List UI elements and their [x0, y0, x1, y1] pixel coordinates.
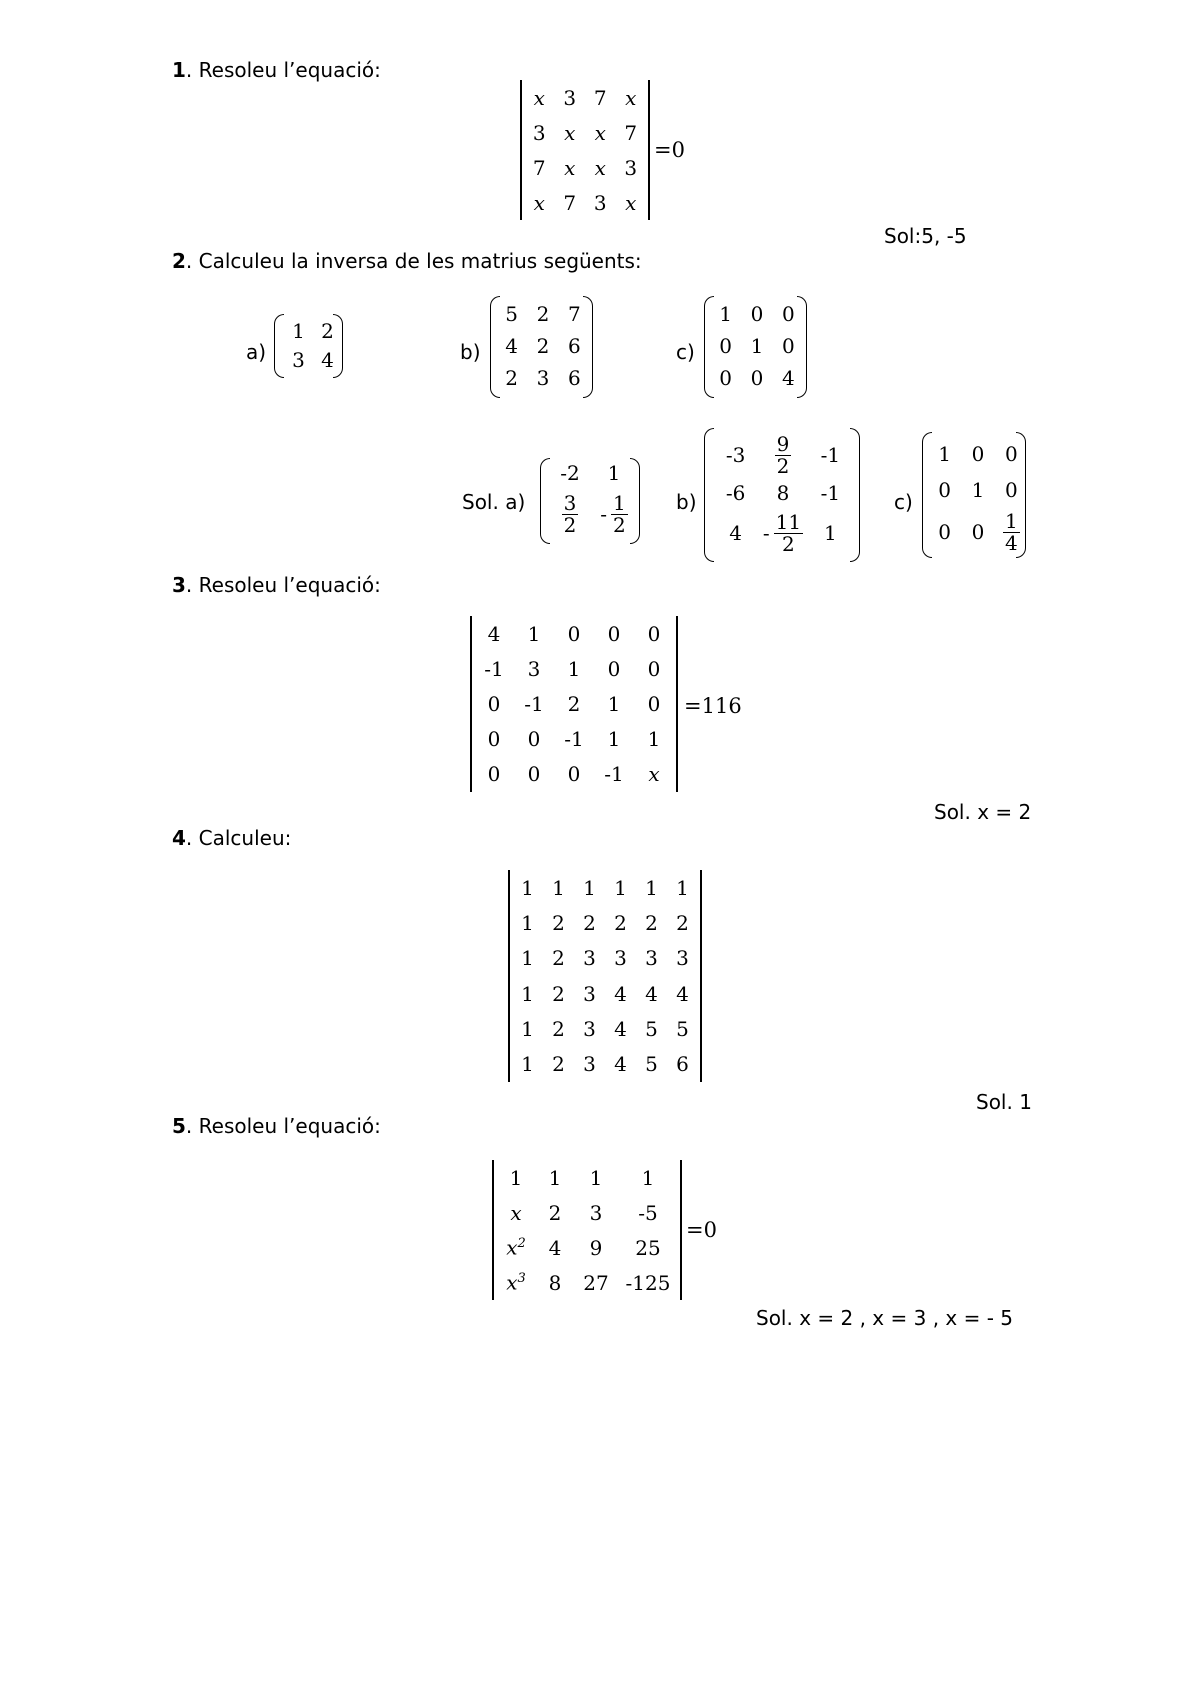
- det-q4-cell-r3c2: 2: [552, 946, 565, 971]
- q2-sol-a-label: Sol. a): [462, 490, 526, 514]
- q2-sol-c-r2c2: 1: [971, 478, 985, 502]
- det-q4-cell-r4c6: 4: [676, 981, 689, 1006]
- det-q1-cell-r1c4: x: [625, 85, 637, 110]
- det-q3-cell-r1c1: 4: [487, 621, 501, 646]
- q1-solution: Sol:5, -5: [884, 224, 967, 248]
- q5-title: 5. Resoleu l’equació:: [172, 1114, 381, 1138]
- det-q4-cell-r1c6: 1: [676, 875, 689, 900]
- det-q4-cell-r5c2: 2: [552, 1016, 565, 1041]
- det-q5-cell-r3c2: 4: [548, 1235, 562, 1260]
- q5-determinant: [492, 1160, 682, 1300]
- det-q1-cell-r1c3: 7: [593, 85, 607, 110]
- det-q3-cell-r1c2: 1: [527, 621, 541, 646]
- det-q1-cell-r1c1: x: [533, 85, 545, 110]
- det-q4-cell-r1c4: 1: [614, 875, 627, 900]
- det-q3-cell-r1c4: 0: [607, 621, 621, 646]
- det-q4-cell-r4c5: 4: [645, 981, 658, 1006]
- q2-a-right-paren: [333, 314, 343, 378]
- det-q4-cell-r3c4: 3: [614, 946, 627, 971]
- mat-q2b-cell-r2c2: 2: [536, 334, 550, 358]
- det-q3-cell-r2c4: 0: [607, 656, 621, 681]
- mat-q2c-cell-r1c3: 0: [781, 302, 795, 326]
- mat-q2c-cell-r1c2: 0: [750, 302, 764, 326]
- det-q4-cell-r2c5: 2: [645, 910, 658, 935]
- det-q4-cell-r5c1: 1: [521, 1016, 534, 1041]
- q2-sol-b-r2c2: 8: [776, 481, 790, 505]
- det-q5-cell-r2c1: x: [510, 1200, 522, 1225]
- q2-sol-b-r1c2: $\frac{9}{2}$: [776, 431, 790, 478]
- q2-sol-b-r3c3: 1: [823, 521, 837, 545]
- det-q3-cell-r3c1: 0: [487, 691, 501, 716]
- mat-q2c-cell-r2c2: 1: [750, 334, 764, 358]
- det-q4-cell-r4c1: 1: [521, 981, 534, 1006]
- det-q4-cell-r2c2: 2: [552, 910, 565, 935]
- det-q1-cell-r4c3: 3: [593, 190, 607, 215]
- det-q4-cell-r4c4: 4: [614, 981, 627, 1006]
- det-q5-cell-r3c3: 9: [589, 1235, 603, 1260]
- det-q3-cell-r4c2: 0: [527, 727, 541, 752]
- det-q4-cell-r1c1: 1: [521, 875, 534, 900]
- det-q4-cell-r1c5: 1: [645, 875, 658, 900]
- mat-q2b-cell-r2c3: 6: [567, 334, 581, 358]
- det-q4-cell-r5c6: 5: [676, 1016, 689, 1041]
- q2-sol-a-r2c2: - $\frac{1}{2}$: [600, 490, 626, 537]
- mat-q2b-cell-r3c2: 3: [536, 366, 550, 390]
- q4-title: 4. Calculeu:: [172, 826, 292, 850]
- q2-sol-c-r3c2: 0: [971, 520, 985, 544]
- q2-sol-a-matrix: [548, 460, 636, 542]
- det-q3-cell-r4c1: 0: [487, 727, 501, 752]
- mat-q2c-cell-r3c3: 4: [781, 366, 795, 390]
- mat-q2c-cell-r1c1: 1: [719, 302, 733, 326]
- q2-sol-c-r2c3: 0: [1004, 478, 1018, 502]
- det-q1-cell-r1c2: 3: [563, 85, 577, 110]
- det-q5-cell-r3c4: 25: [635, 1235, 661, 1260]
- det-q3-cell-r5c4: -1: [604, 762, 624, 787]
- q2-sol-c-r3c1: 0: [938, 520, 952, 544]
- det-q4-cell-r6c6: 6: [676, 1052, 689, 1077]
- det-q4-cell-r6c5: 5: [645, 1052, 658, 1077]
- q3-determinant: [470, 616, 678, 792]
- det-q4-cell-r5c4: 4: [614, 1016, 627, 1041]
- det-q1-cell-r4c2: 7: [563, 190, 577, 215]
- det-q4-cell-r2c3: 2: [583, 910, 596, 935]
- det-q3-cell-r2c1: -1: [484, 656, 504, 681]
- det-q3-cell-r5c2: 0: [527, 762, 541, 787]
- q2-sol-b-r3c1: 4: [729, 521, 743, 545]
- det-q3-cell-r2c3: 1: [567, 656, 581, 681]
- det-q1-cell-r2c3: x: [594, 120, 606, 145]
- det-q5-cell-r1c1: 1: [509, 1165, 523, 1190]
- det-q1-cell-r2c1: 3: [532, 120, 546, 145]
- q2-sol-b-r3c2: - $\frac{11}{2}$: [762, 509, 802, 556]
- det-q3-cell-r2c5: 0: [647, 656, 661, 681]
- det-q4-cell-r3c1: 1: [521, 946, 534, 971]
- det-q1-cell-r3c4: 3: [624, 155, 638, 180]
- mat-q2c-cell-r3c1: 0: [719, 366, 733, 390]
- det-q4-cell-r2c4: 2: [614, 910, 627, 935]
- det-q4-cell-r1c3: 1: [583, 875, 596, 900]
- mat-q2b-cell-r3c3: 6: [567, 366, 581, 390]
- det-q4-cell-r1c2: 1: [552, 875, 565, 900]
- det-q5-cell-r1c3: 1: [589, 1165, 603, 1190]
- mat-q2b-cell-r1c2: 2: [536, 302, 550, 326]
- q2-c-matrix: [710, 298, 804, 394]
- det-q5-cell-r2c4: -5: [638, 1200, 658, 1225]
- q3-title: 3. Resoleu l’equació:: [172, 573, 381, 597]
- det-q4-cell-r3c3: 3: [583, 946, 596, 971]
- mat-q2a-cell-r2c2: 4: [321, 347, 334, 372]
- det-q4-cell-r3c5: 3: [645, 946, 658, 971]
- det-q5-cell-r2c2: 2: [548, 1200, 562, 1225]
- det-q5-cell-r1c2: 1: [548, 1165, 562, 1190]
- mat-q2b-cell-r2c1: 4: [505, 334, 519, 358]
- q2-sol-a-r2c1: $\frac{3}{2}$: [563, 490, 577, 537]
- q2-a-label: a): [246, 340, 267, 364]
- det-q3-cell-r2c2: 3: [527, 656, 541, 681]
- q2-sol-b-r2c3: -1: [820, 481, 841, 505]
- q2-a-left-paren: [274, 314, 284, 378]
- q2-sol-c-r1c2: 0: [971, 442, 985, 466]
- det-q3-cell-r4c5: 1: [647, 727, 661, 752]
- det-q3-cell-r5c5: x: [648, 762, 660, 787]
- det-q4-cell-r2c1: 1: [521, 910, 534, 935]
- det-q3-cell-r4c3: -1: [564, 727, 584, 752]
- mat-q2b-cell-r1c3: 7: [567, 302, 581, 326]
- det-q4-cell-r4c2: 2: [552, 981, 565, 1006]
- det-q3-cell-r3c2: -1: [524, 691, 544, 716]
- q1-determinant: [520, 80, 650, 220]
- q3-solution: Sol. x = 2: [934, 800, 1032, 824]
- q5-solution: Sol. x = 2 , x = 3 , x = - 5: [756, 1306, 1014, 1330]
- det-q3-cell-r3c3: 2: [567, 691, 581, 716]
- q2-sol-b-r1c1: -3: [725, 443, 746, 467]
- q2-sol-b-r2c1: -6: [725, 481, 746, 505]
- det-q3-cell-r3c5: 0: [647, 691, 661, 716]
- det-q5-cell-r4c2: 8: [548, 1270, 562, 1295]
- det-q5-cell-r4c3: 27: [583, 1270, 609, 1295]
- q2-c-label: c): [676, 340, 695, 364]
- det-q3-cell-r5c3: 0: [567, 762, 581, 787]
- q2-sol-c-label: c): [894, 490, 913, 514]
- q2-sol-b-matrix: [712, 430, 854, 560]
- det-q4-cell-r5c3: 3: [583, 1016, 596, 1041]
- q2-sol-a-right-paren: [630, 458, 640, 544]
- det-q4-cell-r4c3: 3: [583, 981, 596, 1006]
- mat-q2c-cell-r2c1: 0: [719, 334, 733, 358]
- det-q4-cell-r5c5: 5: [645, 1016, 658, 1041]
- q4-solution: Sol. 1: [976, 1090, 1032, 1114]
- det-q1-cell-r3c1: 7: [532, 155, 546, 180]
- q2-sol-b-right-paren: [850, 428, 860, 562]
- det-q3-cell-r1c5: 0: [647, 621, 661, 646]
- mat-q2c-cell-r3c2: 0: [750, 366, 764, 390]
- q2-sol-c-r1c3: 0: [1004, 442, 1018, 466]
- q2-b-matrix: [496, 298, 590, 394]
- q2-sol-b-r1c3: -1: [820, 443, 841, 467]
- mat-q2b-cell-r1c1: 5: [505, 302, 519, 326]
- q5-equals: =0: [686, 1218, 717, 1242]
- det-q5-cell-r4c1: $x^3$: [506, 1270, 526, 1295]
- q2-b-right-paren: [583, 296, 593, 398]
- mat-q2a-cell-r1c2: 2: [321, 318, 334, 343]
- q2-sol-a-r1c2: 1: [607, 461, 621, 485]
- det-q3-cell-r1c3: 0: [567, 621, 581, 646]
- det-q4-cell-r6c1: 1: [521, 1052, 534, 1077]
- q2-c-right-paren: [797, 296, 807, 398]
- q2-sol-c-right-paren: [1016, 432, 1026, 558]
- q2-sol-c-r3c3: $\frac{1}{4}$: [1004, 508, 1018, 555]
- mat-q2b-cell-r3c1: 2: [505, 366, 519, 390]
- det-q1-cell-r3c2: x: [564, 155, 576, 180]
- det-q5-cell-r3c1: $x^2$: [506, 1235, 526, 1260]
- det-q4-cell-r2c6: 2: [676, 910, 689, 935]
- q2-sol-c-r2c1: 0: [938, 478, 952, 502]
- det-q4-cell-r6c3: 3: [583, 1052, 596, 1077]
- q2-title: 2. Calculeu la inversa de les matrius següents:: [172, 249, 642, 273]
- det-q1-cell-r4c4: x: [625, 190, 637, 215]
- q2-sol-a-r1c1: -2: [560, 461, 580, 485]
- det-q4-cell-r3c6: 3: [676, 946, 689, 971]
- mat-q2a-cell-r2c1: 3: [292, 347, 305, 372]
- det-q3-cell-r4c4: 1: [607, 727, 621, 752]
- det-q3-cell-r3c4: 1: [607, 691, 621, 716]
- det-q4-cell-r6c2: 2: [552, 1052, 565, 1077]
- det-q1-cell-r3c3: x: [594, 155, 606, 180]
- q1-title: 1. Resoleu l’equació:: [172, 58, 381, 82]
- q2-b-label: b): [460, 340, 481, 364]
- det-q1-cell-r2c4: 7: [624, 120, 638, 145]
- q2-sol-b-label: b): [676, 490, 697, 514]
- q1-equals: =0: [654, 138, 685, 162]
- det-q4-cell-r6c4: 4: [614, 1052, 627, 1077]
- det-q3-cell-r5c1: 0: [487, 762, 501, 787]
- mat-q2a-cell-r1c1: 1: [292, 318, 305, 343]
- q2-sol-c-matrix: [928, 436, 1028, 556]
- q4-determinant: [508, 870, 702, 1082]
- det-q5-cell-r1c4: 1: [641, 1165, 655, 1190]
- det-q1-cell-r2c2: x: [564, 120, 576, 145]
- det-q1-cell-r4c1: x: [533, 190, 545, 215]
- q2-sol-c-r1c1: 1: [938, 442, 952, 466]
- det-q5-cell-r4c4: -125: [625, 1270, 671, 1295]
- det-q5-cell-r2c3: 3: [589, 1200, 603, 1225]
- q3-equals: =116: [684, 694, 742, 718]
- mat-q2c-cell-r2c3: 0: [781, 334, 795, 358]
